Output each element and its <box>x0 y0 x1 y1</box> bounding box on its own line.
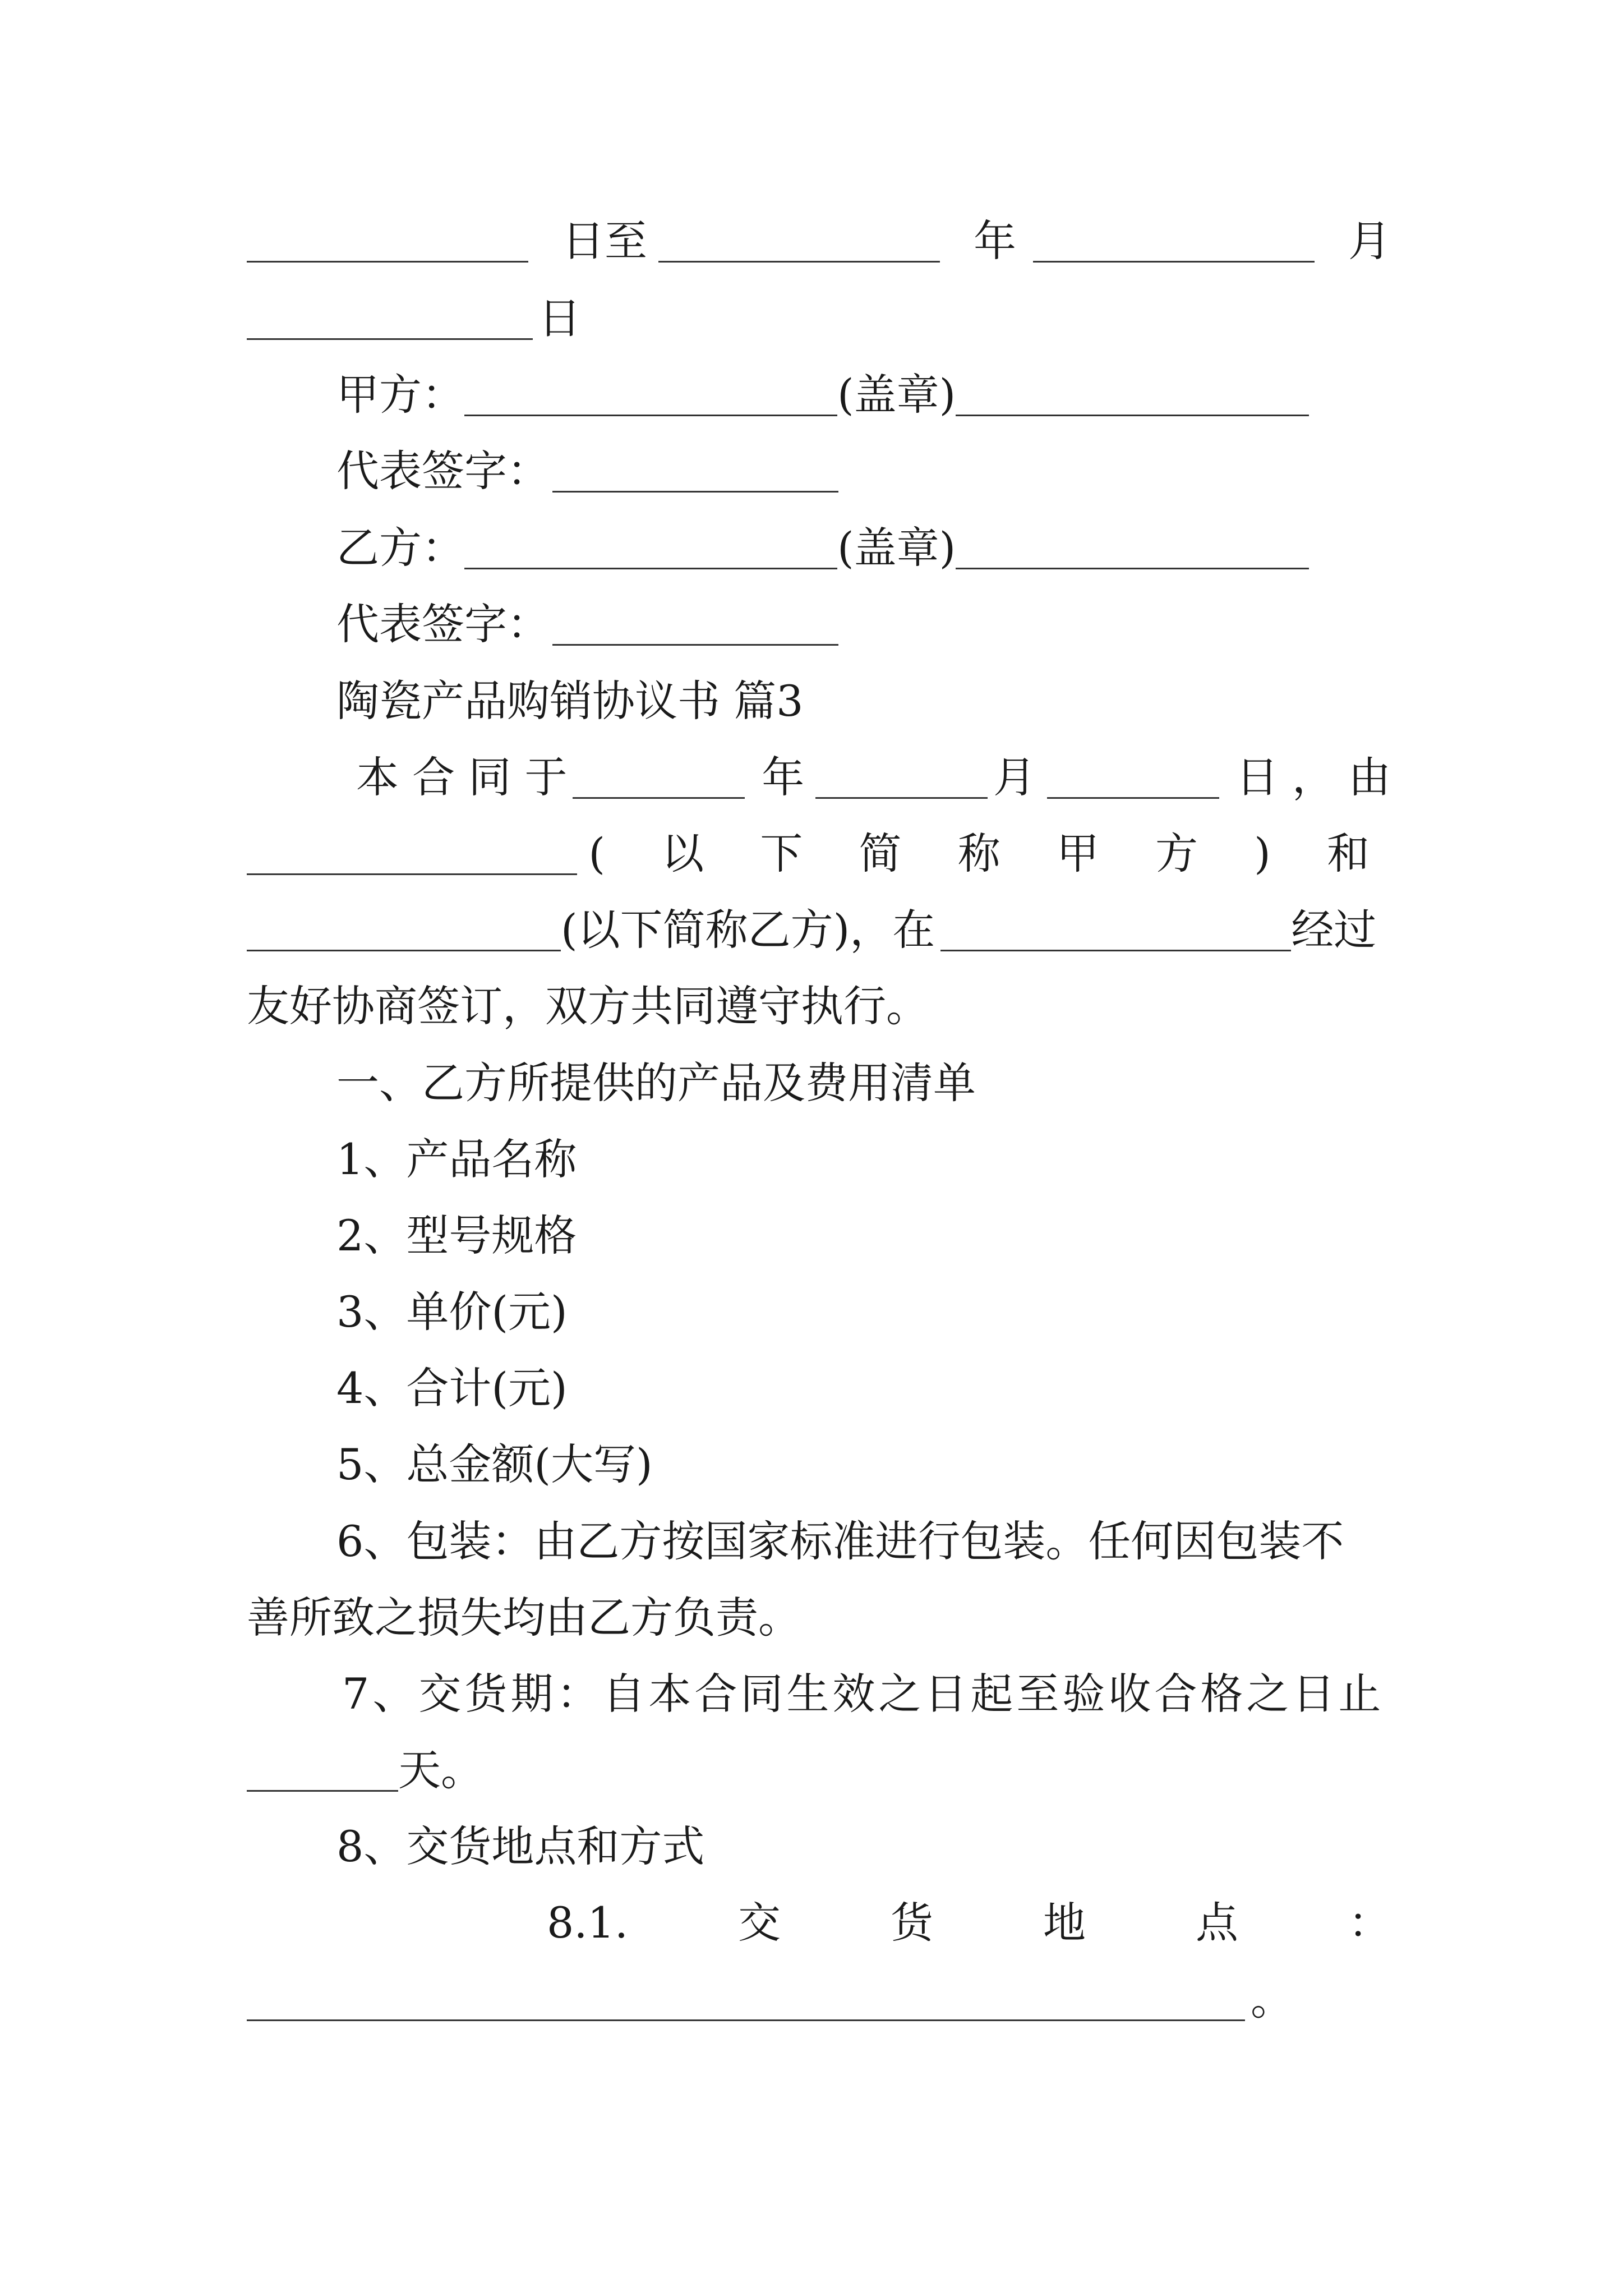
intro-text: 经过 <box>1291 905 1377 955</box>
party-a-seal: (盖章) <box>837 370 956 420</box>
text-ri-zhi: 日至 <box>562 216 647 266</box>
intro-line-3 <box>247 896 1391 964</box>
item-7-line-1: 7、交货期：自本合同生效之日起至验收合格之日止 <box>342 1669 1385 1719</box>
blank-field[interactable] <box>247 338 533 340</box>
party-b-name-field[interactable] <box>464 568 837 569</box>
item-1: 1、产品名称 <box>336 1134 577 1184</box>
intro-line-1 <box>356 744 1391 811</box>
intro-text: ( 以 下 简 称 甲 方 ) 和 <box>588 829 1391 878</box>
item-6-line-1: 6、包装：由乙方按国家标准进行包装。任何因包装不 <box>336 1516 1344 1566</box>
party-b-seal-field[interactable] <box>956 568 1309 569</box>
item-8: 8、交货地点和方式 <box>336 1821 705 1871</box>
text-nian: 年 <box>974 216 1016 266</box>
party-b-seal: (盖章) <box>837 523 956 573</box>
intro-text: (以下简称乙方)，在 <box>561 905 935 955</box>
party-a-line <box>336 361 1391 429</box>
rep-sign-a-field[interactable] <box>552 491 838 493</box>
party-a-label: 甲方： <box>336 370 464 420</box>
party-a-seal-field[interactable] <box>956 415 1309 416</box>
text-nian: 年 <box>762 752 805 802</box>
year-field[interactable] <box>573 797 745 799</box>
item-8-1-field-line: 。 <box>247 1966 1391 2033</box>
date-end-line <box>247 285 1391 352</box>
intro-line-4: 友好协商签订，双方共同遵守执行。 <box>247 981 929 1031</box>
party-b-label: 乙方： <box>336 523 464 573</box>
party-b-full-name-field[interactable] <box>247 950 561 951</box>
blank-field[interactable] <box>1033 261 1315 263</box>
intro-text: 本 合 同 于 <box>356 752 568 802</box>
party-a-name-field[interactable] <box>464 415 837 416</box>
item-2: 2、型号规格 <box>336 1211 577 1260</box>
delivery-location-field[interactable] <box>247 2019 1245 2021</box>
text-yue: 月 <box>993 752 1036 802</box>
intro-line-2 <box>247 820 1391 887</box>
blank-field[interactable] <box>247 261 528 263</box>
item-8-1-line: 8.1. 交 货 地 点 ： <box>547 1889 1391 1957</box>
rep-sign-b-label: 代表签字： <box>336 599 550 649</box>
section-title: 陶瓷产品购销协议书 篇3 <box>336 676 804 726</box>
text-ri: 日 <box>538 293 581 343</box>
item-7-line-2: 天。 <box>247 1737 1391 1804</box>
party-a-full-name-field[interactable] <box>247 873 577 875</box>
item-5: 5、总金额(大写) <box>336 1439 653 1489</box>
delivery-days-field[interactable] <box>247 1790 398 1792</box>
rep-sign-b-field[interactable] <box>552 644 838 646</box>
rep-sign-b-line <box>336 591 1391 658</box>
location-field[interactable] <box>940 950 1291 951</box>
rep-sign-a-label: 代表签字： <box>336 446 550 496</box>
date-range-line <box>247 208 1391 275</box>
item-8-1-number: 8.1. <box>547 1898 629 1948</box>
month-field[interactable] <box>815 797 988 799</box>
blank-field[interactable] <box>658 261 940 263</box>
party-b-line <box>336 514 1391 582</box>
item-4: 4、合计(元) <box>336 1363 568 1413</box>
item-3: 3、单价(元) <box>336 1287 568 1337</box>
day-field[interactable] <box>1047 797 1219 799</box>
heading-product-list: 一、乙方所提供的产品及费用清单 <box>336 1058 976 1108</box>
rep-sign-a-line <box>336 438 1391 505</box>
text-ri-you: 日 ， 由 <box>1235 752 1391 802</box>
text-yue: 月 <box>1348 216 1391 266</box>
item-6-line-2: 善所致之损失均由乙方负责。 <box>247 1593 801 1642</box>
